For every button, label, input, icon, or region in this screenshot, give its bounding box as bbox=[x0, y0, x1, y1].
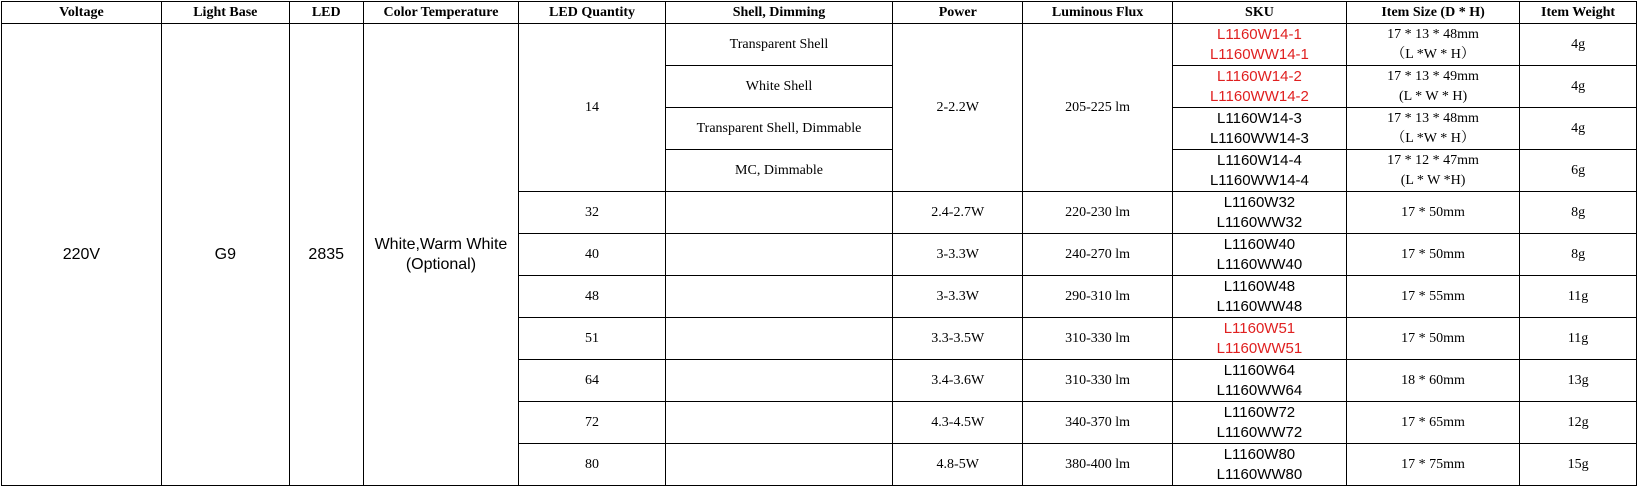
sku-line: L1160WW48 bbox=[1216, 297, 1303, 315]
power-cell: 4.3-4.5W bbox=[893, 402, 1023, 444]
size-cell bbox=[1347, 108, 1520, 150]
power-cell: 3.3-3.5W bbox=[893, 318, 1023, 360]
sku-line: L1160WW14-3 bbox=[1209, 129, 1309, 147]
shell-cell: White Shell bbox=[665, 66, 892, 108]
size-cell: 17 * 65mm bbox=[1347, 402, 1520, 444]
size-cell: 17 * 50mm bbox=[1347, 234, 1520, 276]
quantity-cell: 48 bbox=[519, 276, 665, 318]
quantity-cell: 32 bbox=[519, 192, 665, 234]
size-cell bbox=[1347, 24, 1520, 66]
size-cell bbox=[1347, 66, 1520, 108]
size-cell: 17 * 75mm bbox=[1347, 444, 1520, 486]
sku-cell bbox=[1172, 192, 1346, 234]
sku-line: L1160WW32 bbox=[1216, 213, 1303, 231]
sku-line: L1160W14-3 bbox=[1217, 109, 1302, 127]
sku-line: L1160WW64 bbox=[1216, 381, 1303, 399]
header-item-size: Item Size (D * H) bbox=[1347, 2, 1520, 24]
color-temperature-line: (Optional) bbox=[405, 255, 477, 273]
quantity-cell: 40 bbox=[519, 234, 665, 276]
size-cell: 18 * 60mm bbox=[1347, 360, 1520, 402]
shell-cell bbox=[665, 444, 892, 486]
sku-line: L1160WW14-1 bbox=[1209, 45, 1309, 63]
quantity-cell: 64 bbox=[519, 360, 665, 402]
sku-line: L1160W14-1 bbox=[1217, 25, 1302, 43]
flux-cell: 240-270 lm bbox=[1023, 234, 1173, 276]
flux-cell: 310-330 lm bbox=[1023, 318, 1173, 360]
quantity-cell: 51 bbox=[519, 318, 665, 360]
quantity-cell: 14 bbox=[519, 24, 665, 192]
power-cell: 3.4-3.6W bbox=[893, 360, 1023, 402]
table-row bbox=[2, 24, 1637, 66]
sku-cell bbox=[1172, 24, 1346, 66]
size-line: （L *W * H） bbox=[1391, 46, 1475, 62]
sku-line: L1160W40 bbox=[1223, 235, 1296, 253]
led-cell: 2835 bbox=[289, 24, 363, 486]
weight-cell: 8g bbox=[1520, 234, 1637, 276]
quantity-cell: 80 bbox=[519, 444, 665, 486]
shell-cell bbox=[665, 234, 892, 276]
sku-line: L1160W32 bbox=[1223, 193, 1296, 211]
sku-cell bbox=[1172, 360, 1346, 402]
flux-cell: 290-310 lm bbox=[1023, 276, 1173, 318]
shell-cell bbox=[665, 276, 892, 318]
size-cell: 17 * 50mm bbox=[1347, 318, 1520, 360]
sku-line: L1160W80 bbox=[1223, 445, 1296, 463]
sku-cell bbox=[1172, 108, 1346, 150]
sku-line: L1160WW80 bbox=[1216, 465, 1303, 483]
header-light-base: Light Base bbox=[161, 2, 289, 24]
weight-cell: 13g bbox=[1520, 360, 1637, 402]
size-line: (L * W *H) bbox=[1400, 172, 1466, 188]
header-luminous-flux: Luminous Flux bbox=[1023, 2, 1173, 24]
sku-line: L1160WW40 bbox=[1216, 255, 1303, 273]
weight-cell: 6g bbox=[1520, 150, 1637, 192]
sku-cell bbox=[1172, 276, 1346, 318]
shell-cell: MC, Dimmable bbox=[665, 150, 892, 192]
sku-line: L1160W14-4 bbox=[1217, 151, 1302, 169]
flux-cell: 380-400 lm bbox=[1023, 444, 1173, 486]
header-row bbox=[2, 2, 1637, 24]
flux-cell: 310-330 lm bbox=[1023, 360, 1173, 402]
header-sku: SKU bbox=[1172, 2, 1346, 24]
sku-cell bbox=[1172, 66, 1346, 108]
size-line: （L *W * H） bbox=[1391, 130, 1475, 146]
weight-cell: 4g bbox=[1520, 66, 1637, 108]
color-temperature-cell bbox=[363, 24, 519, 486]
sku-cell bbox=[1172, 402, 1346, 444]
power-cell: 2.4-2.7W bbox=[893, 192, 1023, 234]
power-cell: 3-3.3W bbox=[893, 276, 1023, 318]
weight-cell: 8g bbox=[1520, 192, 1637, 234]
header-voltage: Voltage bbox=[2, 2, 162, 24]
sku-line: L1160W72 bbox=[1223, 403, 1296, 421]
size-line: 17 * 13 * 49mm bbox=[1387, 68, 1479, 84]
header-shell-dimming: Shell, Dimming bbox=[665, 2, 892, 24]
flux-cell: 220-230 lm bbox=[1023, 192, 1173, 234]
sku-line: L1160W48 bbox=[1223, 277, 1296, 295]
shell-cell bbox=[665, 360, 892, 402]
size-line: 17 * 12 * 47mm bbox=[1387, 152, 1479, 168]
sku-line: L1160W51 bbox=[1223, 319, 1296, 337]
size-cell: 17 * 50mm bbox=[1347, 192, 1520, 234]
sku-line: L1160W14-2 bbox=[1217, 67, 1302, 85]
power-cell: 3-3.3W bbox=[893, 234, 1023, 276]
header-color-temperature: Color Temperature bbox=[363, 2, 519, 24]
shell-cell: Transparent Shell, Dimmable bbox=[665, 108, 892, 150]
weight-cell: 15g bbox=[1520, 444, 1637, 486]
size-line: (L * W * H) bbox=[1398, 88, 1468, 104]
shell-cell bbox=[665, 192, 892, 234]
weight-cell: 12g bbox=[1520, 402, 1637, 444]
sku-cell bbox=[1172, 234, 1346, 276]
shell-cell: Transparent Shell bbox=[665, 24, 892, 66]
light-base-cell: G9 bbox=[161, 24, 289, 486]
flux-cell: 205-225 lm bbox=[1023, 24, 1173, 192]
color-temperature-line: White,Warm White bbox=[374, 235, 508, 253]
quantity-cell: 72 bbox=[519, 402, 665, 444]
sku-cell bbox=[1172, 318, 1346, 360]
weight-cell: 4g bbox=[1520, 108, 1637, 150]
power-cell: 4.8-5W bbox=[893, 444, 1023, 486]
sku-line: L1160WW72 bbox=[1216, 423, 1303, 441]
size-cell: 17 * 55mm bbox=[1347, 276, 1520, 318]
weight-cell: 11g bbox=[1520, 318, 1637, 360]
header-led-quantity: LED Quantity bbox=[519, 2, 665, 24]
sku-cell bbox=[1172, 444, 1346, 486]
sku-line: L1160WW14-2 bbox=[1209, 87, 1309, 105]
shell-cell bbox=[665, 402, 892, 444]
size-line: 17 * 13 * 48mm bbox=[1387, 110, 1479, 126]
weight-cell: 11g bbox=[1520, 276, 1637, 318]
shell-cell bbox=[665, 318, 892, 360]
flux-cell: 340-370 lm bbox=[1023, 402, 1173, 444]
weight-cell: 4g bbox=[1520, 24, 1637, 66]
sku-line: L1160WW14-4 bbox=[1209, 171, 1309, 189]
voltage-cell: 220V bbox=[2, 24, 162, 486]
header-led: LED bbox=[289, 2, 363, 24]
size-cell bbox=[1347, 150, 1520, 192]
power-cell: 2-2.2W bbox=[893, 24, 1023, 192]
header-item-weight: Item Weight bbox=[1520, 2, 1637, 24]
sku-line: L1160W64 bbox=[1223, 361, 1296, 379]
spec-table bbox=[1, 1, 1637, 486]
sku-line: L1160WW51 bbox=[1216, 339, 1303, 357]
size-line: 17 * 13 * 48mm bbox=[1387, 26, 1479, 42]
sku-cell bbox=[1172, 150, 1346, 192]
header-power: Power bbox=[893, 2, 1023, 24]
